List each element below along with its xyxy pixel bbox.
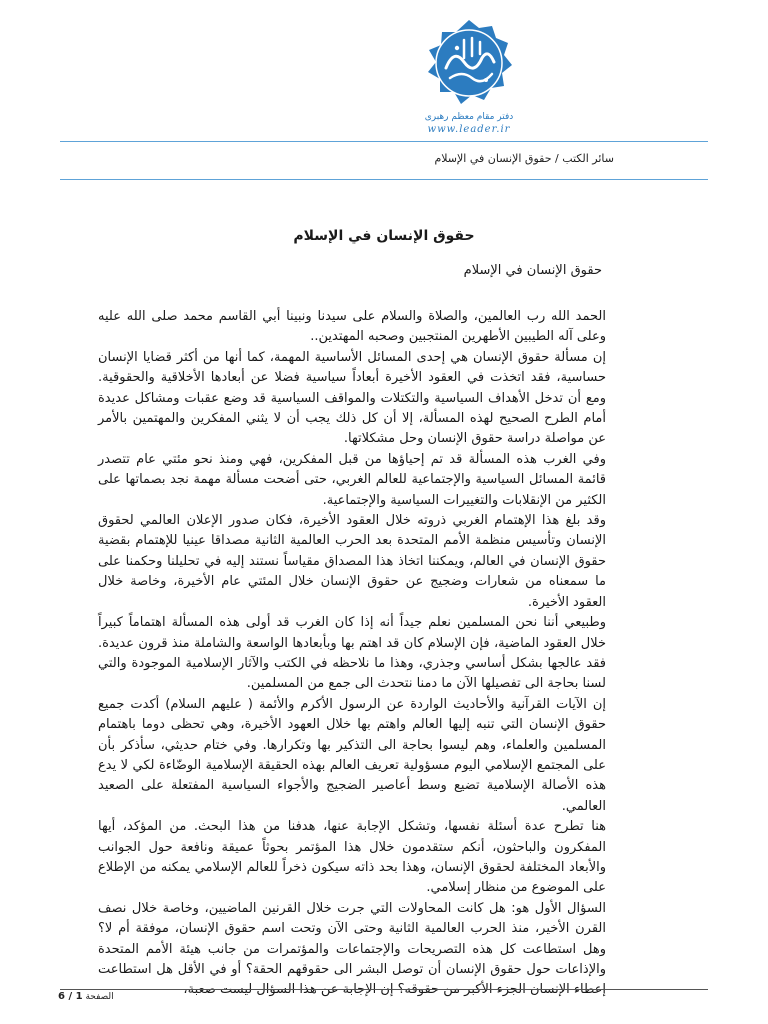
paragraph: هنا تطرح عدة أسئلة نفسها، وتشكل الإجابة عنها، هدفنا من هذا البحث. من المؤكد، أيها المفكرون والباحثون، أنكم ستقدمون خلال هذا المؤتمر بحوثاً عميقة ونافعة حول الجوانب والأبعاد المختلفة لحقوق الإنسان، وهذا بحد ذاته سيكون ذخراً للعالم الإسلامي يمكنه من الإطلاع على الموضوع من منظار إسلامي. (98, 819, 606, 896)
footer-divider (60, 989, 708, 990)
logo-url: www.leader.ir (427, 124, 511, 135)
document-subtitle: حقوق الإنسان في الإسلام (463, 263, 602, 278)
paragraph: وطبيعي أننا نحن المسلمين نعلم جيداً أنه إذا كان الغرب قد أولى هذه المسألة اهتماماً كبيراً خلال العقود الماضية، فإن الإسلام كان قد اهتم بها وبأبعادها الواسعة والشاملة منذ قرون عديدة. فقد عالجها بشكل أساسي وجذري، وهذا ما نلاحظه في الكتب والآثار الإسلامية الموجودة والتي لسنا بحاجة الى تفصيلها الآن ما دمنا نتحدث الى جمع من المسلمين. (98, 615, 606, 692)
page-number: 1 / 6 (58, 991, 83, 1002)
breadcrumb: سائر الكتب / حقوق الإنسان في الإسلام (434, 152, 614, 165)
paragraph: الحمد الله رب العالمين، والصلاة والسلام على سيدنا ونبينا أبي القاسم محمد صلى الله عليه وعلى آله الطيبين الأطهرين المنتجبين وصحبه المهتدين.. (98, 309, 606, 345)
page-label: الصفحة (85, 992, 114, 1002)
breadcrumb-divider (60, 179, 708, 180)
paragraph: وقد بلغ هذا الإهتمام الغربي ذروته خلال العقود الأخيرة، فكان صدور الإعلان العالمي لحقوق الإنسان وتأسيس منظمة الأمم المتحدة بعد الحرب العالمية الثانية مصداقا عينيا للإهتمام بقضية حقوق الإنسان في العالم، ويمكننا اتخاذ هذا المصداق مقياساً نستند إليه في تحليلنا وحكمنا على ما سمعناه من شعارات وضجيج عن حقوق الإنسان خلال المئتي عام الأخيرة، وخاصة خلال العقود الأخيرة. (98, 513, 606, 610)
page-title: حقوق الإنسان في الإسلام (293, 228, 475, 244)
page-footer (58, 991, 114, 1002)
paragraph: وفي الغرب هذه المسألة قد تم إحياؤها من قبل المفكرين، فهي ومنذ نحو مئتي عام تتصدر قائمة المسائل السياسية والإجتماعية للعالم الغربي، حتى أضحت مسألة مهمة نجد بصماتها على الكثير من الإنقلابات والتغييرات السياسية والإجتماعية. (98, 451, 606, 508)
paragraph: إن الآيات القرآنية والأحاديث الواردة عن الرسول الأكرم والأئمة ( عليهم السلام) أكدت جميع حقوق الإنسان التي تنبه إليها العالم واهتم بها خلال العهود الأخيرة، وهي تحظى دوما باهتمام المسلمين والعلماء، وهم ليسوا بحاجة الى التذكير بها وتكرارها. وفي ختام حديثي، سأذكر بأن على المجتمع الإسلامي اليوم مسؤولية تعريف العالم بهذه الحقيقة الإسلامية الوضّاءة لكي لا يدع هذه الأصالة الإسلامية تضيع وسط أعاصير الضجيج والأجواء السياسية المفتعلة على الصعيد العالمي. (98, 696, 606, 814)
document-body (98, 307, 606, 1001)
paragraph: السؤال الأول هو: هل كانت المحاولات التي جرت خلال القرنين الماضيين، وخاصة خلال نصف القرن الأخير، منذ الحرب العالمية الثانية وحتى الآن وتحت اسم حقوق الإنسان، موفقة أم لا؟ وهل استطاعت كل هذه التصريحات والإجتماعات والمؤتمرات من جانب هيئة الأمم المتحدة والإذاعات حول حقوق الإنسان أن توصل البشر الى حقوقهم الحقة؟ أو في الأقل هل استطاعت إعطاء الإنسان الجزء الأكبر من حقوقه؟ إن الإجابة عن هذا السؤال ليست صعبة، (98, 900, 606, 998)
header-logo (0, 18, 768, 136)
logo-caption: دفتر مقام معظم رهبری (424, 112, 514, 122)
header-divider (60, 141, 708, 142)
leader-emblem-icon (424, 18, 514, 108)
paragraph: إن مسألة حقوق الإنسان هي إحدى المسائل الأساسية المهمة، كما أنها من أكثر قضايا الإنسان حساسية، فقد اتخذت في العقود الأخيرة أبعاداً سياسية فضلا عن أبعادها الأخلاقية والحقوقية. ومع أن تدخل الأهداف السياسية والتكتلات والمواقف السياسية قد وضع عقبات ومشاكل عديدة أمام الطرح الصحيح لهذه المسألة، إلا أن كل ذلك يجب أن لا يثني المفكرين والمهتمين بالأمر عن مواصلة دراسة حقوق الإنسان وحل مشكلاتها. (98, 349, 606, 447)
